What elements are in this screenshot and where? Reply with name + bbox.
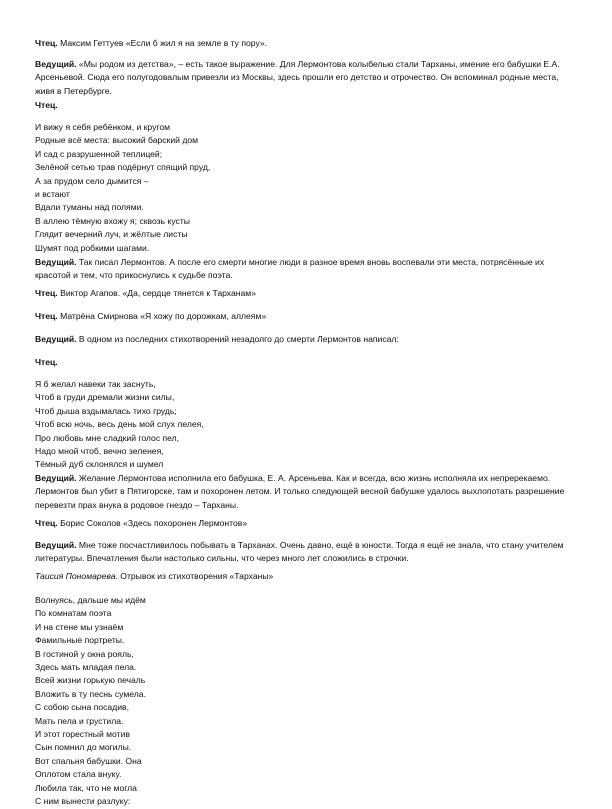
speaker-label: Ведущий. — [35, 59, 77, 69]
poem-line: Надо мной чтоб, вечно зеленея, — [35, 446, 164, 457]
poem-line: Сын помнил до могилы. — [35, 742, 132, 753]
paragraph-reader-heading-2 — [35, 356, 580, 369]
poem-line: И этот горестный мотив — [35, 729, 130, 740]
poem-line: Всей жизни горькую печаль — [35, 675, 146, 686]
poem-line: Любила так, что не могла — [35, 782, 137, 793]
paragraph-text: Виктор Агапов. «Да, сердце тянется к Тарханам» — [57, 288, 256, 298]
poem-line: Вложить в ту песнь сумела. — [35, 688, 146, 699]
poem-line: Вдали туманы над полями. — [35, 202, 144, 213]
poem-line: И сад с разрушенной теплицей; — [35, 148, 163, 159]
speaker-label: Чтец. — [35, 100, 58, 110]
paragraph-reader-smirnova — [35, 310, 580, 323]
poem-line: Фамильные портреты. — [35, 635, 125, 646]
paragraph-text: «Мы родом из детства», – есть такое выражение. Для Лермонтова колыбелью стали Тарханы, имение его бабушки Е.А. Арсеньевой. Сюда его полугодовалым привезли из Москвы, здесь прошли его детство и отрочество. Он вспоминал родные места, живя в Петербурге. — [35, 59, 560, 96]
poem-line: Мать пела и грустила. — [35, 715, 124, 726]
paragraph-host-after-death — [35, 256, 580, 283]
poem-line: И на стене мы узнаём — [35, 621, 124, 632]
poem-line: Тёмный дуб склонялся и шумел — [35, 459, 164, 470]
poem-2 — [35, 378, 580, 472]
paragraph-excerpt-title — [35, 570, 580, 583]
poem-1 — [35, 121, 580, 255]
poem-line: Шумят под робкими шагами. — [35, 242, 150, 253]
poem-line: Чтоб дыша вздымалась тихо грудь; — [35, 405, 177, 416]
paragraph-text: Максим Геттуев «Если б жил я на земле в ту пору». — [57, 38, 268, 48]
poem-line: А за прудом село дымится – — [35, 175, 149, 186]
poem-line: Я б желал навеки так заснуть, — [35, 379, 156, 389]
poem-line: С ним вынести разлуку: — [35, 796, 131, 807]
speaker-label: Ведущий. — [35, 473, 77, 483]
paragraph-text: Желание Лермонтова исполнила его бабушка, Е. А. Арсеньева. Как и всегда, всю жизнь исполняла их непререкаемо. Лермонтов был убит в Пятигорске, там и похоронен летом. И только следующей весной бабушке удалось выхлопотать разрешение перевезти прах внука в родовое гнездо – Тарханы. — [35, 473, 565, 510]
speaker-label: Ведущий. — [35, 540, 77, 550]
poem-line: Глядит вечерний луч, и жёлтые листы — [35, 229, 188, 240]
poem-line: Здесь мать младая пела. — [35, 662, 137, 673]
poem-line: Вот спальня бабушки. Она — [35, 755, 142, 766]
speaker-label: Чтец. — [35, 518, 58, 528]
poem-line: Зелёной сетью трав подёрнут спящий пруд, — [35, 162, 211, 173]
poem-line: Чтоб всю ночь, весь день мой слух лелея, — [35, 419, 204, 430]
speaker-label: Чтец. — [35, 311, 58, 321]
paragraph-text: Мне тоже посчастливилось побывать в Тарханах. Очень давно, ещё в юности. Тогда я ещё не знала, что стану учителем литературы. Впечатления были настолько сильны, что через много лет сложились в строчки. — [35, 540, 564, 564]
paragraph-host-childhood — [35, 58, 580, 98]
speaker-label: Ведущий. — [35, 334, 77, 344]
paragraph-host-last-poem — [35, 333, 580, 346]
speaker-label: Чтец. — [35, 38, 58, 48]
poem-line: В гостиной у окна рояль, — [35, 648, 134, 659]
paragraph-text: Так писал Лермонтов. А после его смерти многие люди в разное время вновь воспевали эти места, потрясённые их красотой и тем, что прикоснулись к судьбе поэта. — [35, 257, 545, 281]
paragraph-reader-sokolov — [35, 517, 580, 530]
poem-line: Оплотом стала внуку. — [35, 769, 122, 780]
paragraph-reader-agapov — [35, 287, 580, 300]
speaker-label: Чтец. — [35, 357, 58, 367]
poem-line: и встают — [35, 189, 70, 200]
speaker-label: Чтец. — [35, 288, 58, 298]
paragraph-text: . Отрывок из стихотворения «Тарханы» — [115, 571, 274, 581]
paragraph-reader-heading-1 — [35, 99, 580, 112]
speaker-label: Ведущий. — [35, 257, 77, 267]
paragraph-text: В одном из последних стихотворений незадолго до смерти Лермонтов написал: — [76, 334, 399, 344]
paragraph-reader-gettuev — [35, 37, 580, 50]
poem-line: Волнуясь, дальше мы идём — [35, 595, 146, 605]
poem-line: С собою сына посадив, — [35, 702, 129, 713]
paragraph-text: Матрёна Смирнова «Я хожу по дорожкам, аллеям» — [57, 311, 267, 321]
poem-line: В аллею тёмную вхожу я; сквозь кусты — [35, 215, 190, 226]
poem-3 — [35, 594, 580, 809]
author-name: Таисия Пономарева — [35, 571, 116, 581]
poem-line: Про любовь мне сладкий голос пел, — [35, 432, 180, 443]
paragraph-host-grandmother — [35, 472, 580, 512]
paragraph-host-visit — [35, 539, 580, 566]
paragraph-text: Борис Соколов «Здесь похоронен Лермонтов» — [57, 518, 248, 528]
poem-line: По комнатам поэта — [35, 608, 112, 619]
poem-line: Родные всё места: высокий барский дом — [35, 135, 199, 146]
poem-line: И вижу я себя ребёнком, и кругом — [35, 122, 171, 132]
poem-line: Чтоб в груди дремали жизни силы, — [35, 392, 175, 403]
